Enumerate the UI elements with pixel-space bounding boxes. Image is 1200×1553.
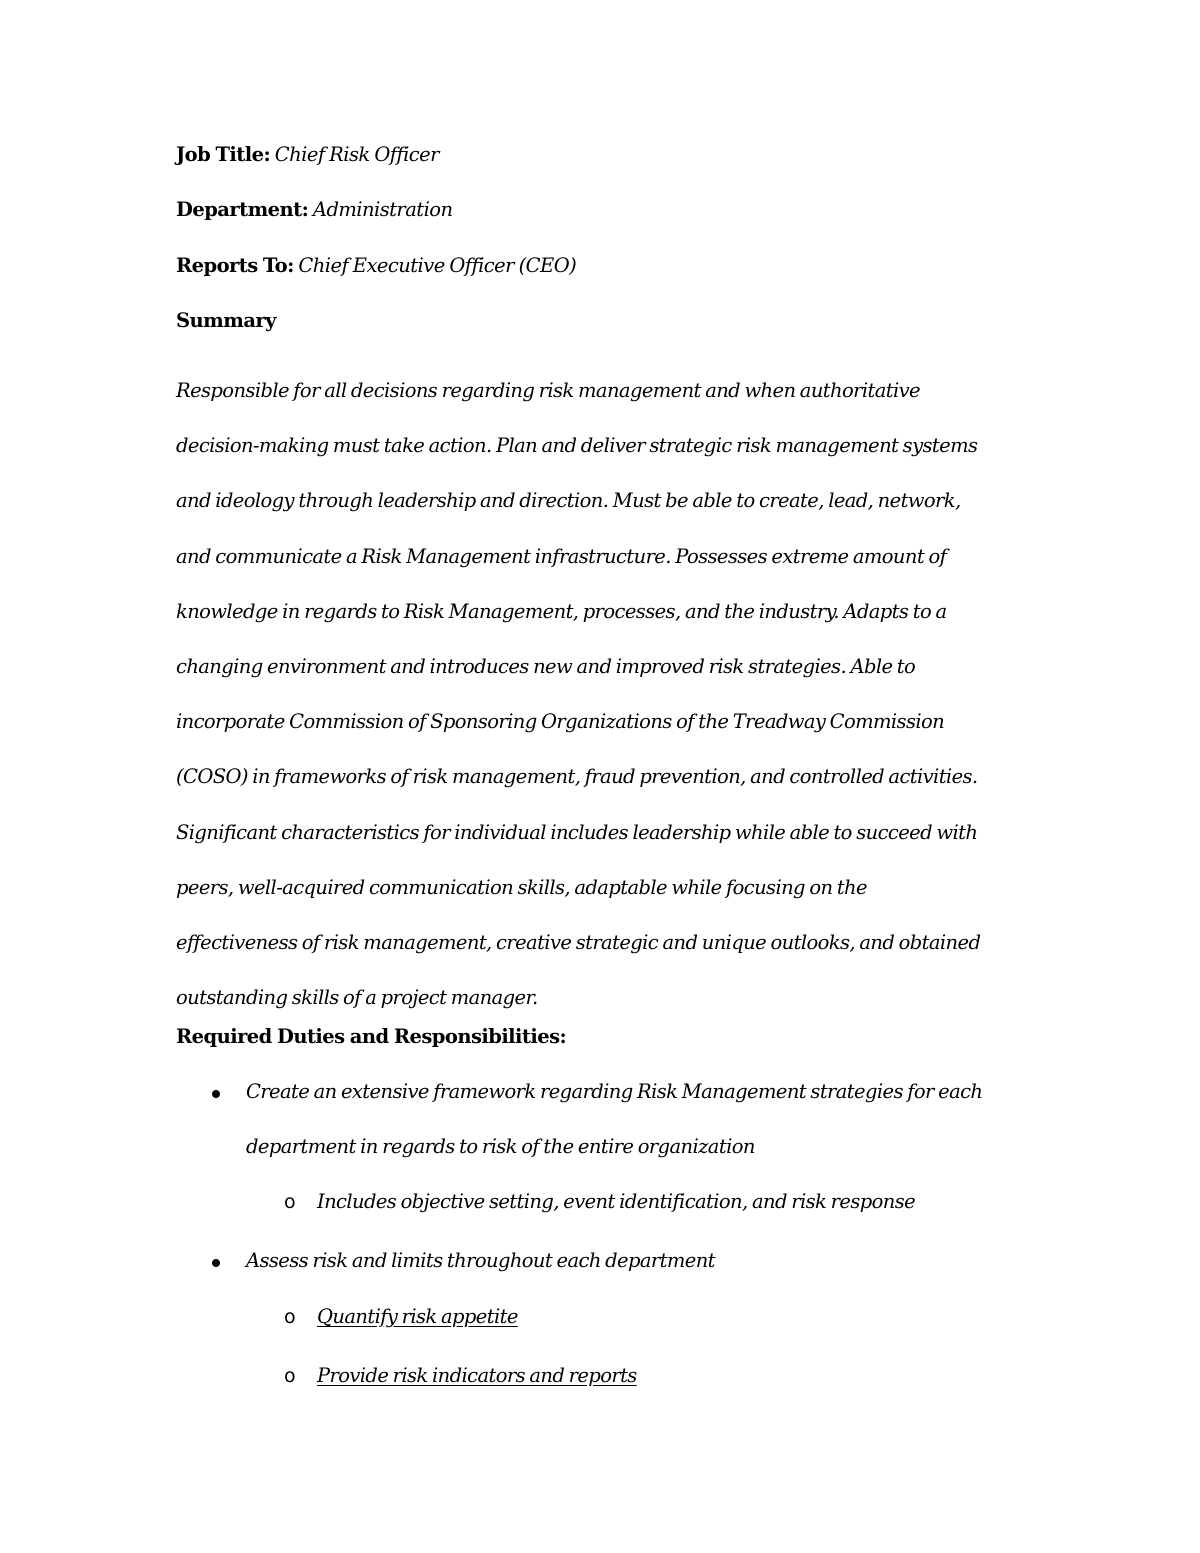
summary-line: outstanding skills of a project manager. (176, 986, 538, 1010)
summary-paragraph (176, 363, 980, 1025)
summary-line: decision-making must take action. Plan and deliver strategic risk management systems (176, 434, 978, 458)
duty-item-line: department in regards to risk of the entire organization (246, 1135, 755, 1158)
job-title-value: Chief Risk Officer (274, 143, 439, 166)
summary-line: and communicate a Risk Management infrastructure. Possesses extreme amount of (176, 544, 947, 568)
sub-bullet-circle-icon: o (284, 1191, 296, 1213)
summary-line: incorporate Commission of Sponsoring Organizations of the Treadway Commission (176, 710, 945, 734)
duty-subitem: Quantify risk appetite (317, 1305, 518, 1328)
reports-to-label: Reports To: (176, 254, 294, 277)
summary-heading: Summary (176, 309, 276, 332)
reports-to-row (176, 253, 576, 279)
summary-line: effectiveness of risk management, creative strategic and unique outlooks, and obtained (176, 931, 981, 955)
summary-line: changing environment and introduces new and improved risk strategies. Able to (176, 655, 916, 679)
duty-subitem: Provide risk indicators and reports (317, 1364, 637, 1387)
reports-to-value: Chief Executive Officer (CEO) (298, 254, 577, 277)
duties-heading: Required Duties and Responsibilities: (176, 1025, 567, 1048)
summary-line: Significant characteristics for individual includes leadership while able to succeed with (176, 820, 978, 844)
summary-line: Responsible for all decisions regarding risk management and when authoritative (176, 379, 920, 402)
department-row (176, 197, 452, 223)
job-title-row (176, 142, 439, 168)
summary-line: (COSO) in frameworks of risk management, fraud prevention, and controlled activities. (176, 765, 978, 789)
sub-bullet-circle-icon: o (284, 1306, 296, 1328)
duty-item-line: Assess risk and limits throughout each department (246, 1249, 715, 1272)
summary-line: knowledge in regards to Risk Management, processes, and the industry. Adapts to a (176, 599, 947, 623)
summary-line: and ideology through leadership and direction. Must be able to create, lead, network, (176, 489, 961, 513)
department-label: Department: (176, 198, 309, 221)
summary-line: peers, well-acquired communication skills, adaptable while focusing on the (176, 875, 867, 899)
bullet-dot-icon (212, 1090, 220, 1098)
sub-bullet-circle-icon: o (284, 1365, 296, 1387)
department-value: Administration (312, 198, 453, 221)
job-title-label: Job Title: (176, 143, 271, 166)
bullet-dot-icon (212, 1259, 220, 1267)
duty-item-line: Create an extensive framework regarding Risk Management strategies for each (246, 1080, 983, 1103)
duty-subitem: Includes objective setting, event identification, and risk response (317, 1190, 916, 1213)
